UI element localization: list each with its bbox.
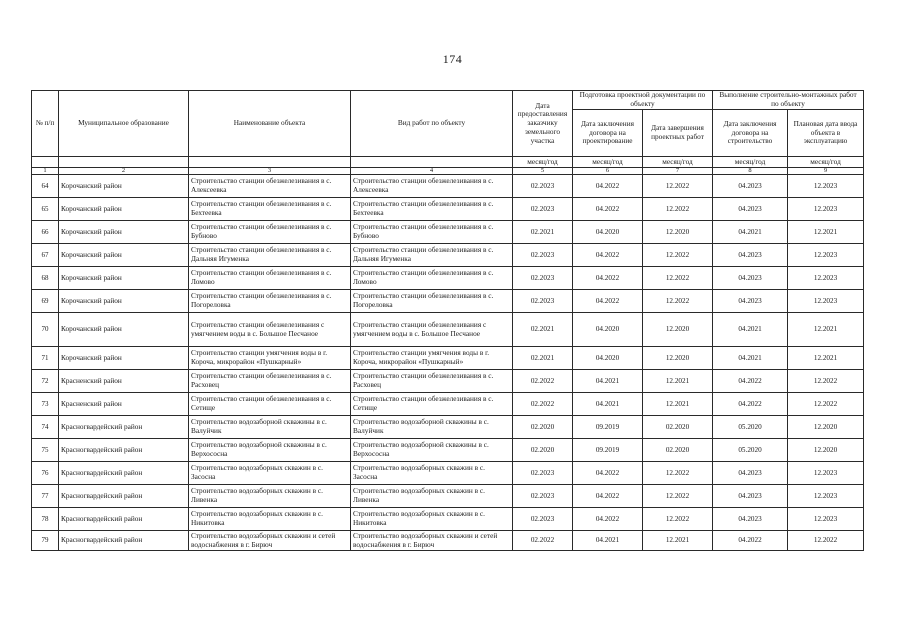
table-row [32, 198, 864, 221]
design-end-date-cell: 12.2022 [643, 198, 713, 221]
row-number: 79 [32, 531, 59, 551]
construction-contract-date-cell: 04.2021 [713, 347, 788, 370]
construction-contract-date-cell: 04.2022 [713, 393, 788, 416]
land-date-cell: 02.2023 [513, 290, 573, 313]
design-contract-date-cell: 04.2020 [573, 221, 643, 244]
construction-contract-date-cell: 04.2023 [713, 267, 788, 290]
commissioning-date-cell: 12.2023 [788, 508, 864, 531]
column-number: 5 [513, 168, 573, 175]
header-land-date: Дата предоставления заказчику земельного участка [513, 91, 573, 157]
table-row [32, 370, 864, 393]
commissioning-date-cell: 12.2023 [788, 244, 864, 267]
commissioning-date-cell: 12.2023 [788, 267, 864, 290]
design-contract-date-cell: 04.2022 [573, 244, 643, 267]
design-contract-date-cell: 04.2021 [573, 393, 643, 416]
table-row [32, 416, 864, 439]
unit-cell-empty [189, 157, 351, 168]
design-contract-date-cell: 04.2022 [573, 462, 643, 485]
column-number: 2 [59, 168, 189, 175]
column-number: 6 [573, 168, 643, 175]
design-end-date-cell: 12.2022 [643, 290, 713, 313]
row-number: 78 [32, 508, 59, 531]
design-contract-date-cell: 04.2022 [573, 508, 643, 531]
construction-contract-date-cell: 04.2023 [713, 244, 788, 267]
design-contract-date-cell: 04.2022 [573, 485, 643, 508]
column-number-row [32, 168, 864, 175]
construction-contract-date-cell: 04.2023 [713, 508, 788, 531]
table-row [32, 393, 864, 416]
commissioning-date-cell: 12.2021 [788, 313, 864, 347]
work-type-cell: Строительство станции обезжелезивания в с. Сетище [351, 393, 513, 416]
column-number: 3 [189, 168, 351, 175]
header-design-end-date: Дата завершения проектных работ [643, 110, 713, 157]
land-date-cell: 02.2021 [513, 313, 573, 347]
land-date-cell: 02.2023 [513, 198, 573, 221]
row-number: 70 [32, 313, 59, 347]
unit-label: месяц/год [643, 157, 713, 168]
row-number: 65 [32, 198, 59, 221]
page-number: 174 [442, 52, 463, 66]
header-group-construction: Выполнение строительно-монтажных работ по объекту [713, 91, 864, 110]
object-name-cell: Строительство станции обезжелезивания в с. Дальняя Игуменка [189, 244, 351, 267]
design-end-date-cell: 12.2022 [643, 175, 713, 198]
design-end-date-cell: 12.2022 [643, 485, 713, 508]
commissioning-date-cell: 12.2020 [788, 439, 864, 462]
object-name-cell: Строительство водозаборных скважин в с. Ливенка [189, 485, 351, 508]
row-number: 69 [32, 290, 59, 313]
row-number: 73 [32, 393, 59, 416]
land-date-cell: 02.2023 [513, 485, 573, 508]
unit-label: месяц/год [573, 157, 643, 168]
design-end-date-cell: 02.2020 [643, 439, 713, 462]
unit-label: месяц/год [713, 157, 788, 168]
land-date-cell: 02.2022 [513, 393, 573, 416]
object-name-cell: Строительство станции обезжелезивания в с. Погореловка [189, 290, 351, 313]
work-type-cell: Строительство станции обезжелезивания с умягчением воды в с. Большое Песчаное [351, 313, 513, 347]
column-number: 7 [643, 168, 713, 175]
commissioning-date-cell: 12.2023 [788, 290, 864, 313]
unit-label: месяц/год [513, 157, 573, 168]
land-date-cell: 02.2021 [513, 221, 573, 244]
design-end-date-cell: 12.2021 [643, 370, 713, 393]
land-date-cell: 02.2020 [513, 416, 573, 439]
municipality-cell: Корочанский район [59, 175, 189, 198]
municipality-cell: Корочанский район [59, 221, 189, 244]
header-work-type: Вид работ по объекту [351, 91, 513, 157]
table-row [32, 508, 864, 531]
municipality-cell: Красногвардейский район [59, 439, 189, 462]
work-type-cell: Строительство водозаборной скважины в с. Верхососна [351, 439, 513, 462]
object-name-cell: Строительство водозаборных скважин в с. Никитовка [189, 508, 351, 531]
work-type-cell: Строительство станции обезжелезивания в с. Бубново [351, 221, 513, 244]
municipality-cell: Корочанский район [59, 347, 189, 370]
municipality-cell: Корочанский район [59, 313, 189, 347]
municipality-cell: Корочанский район [59, 267, 189, 290]
row-number: 75 [32, 439, 59, 462]
row-number: 72 [32, 370, 59, 393]
design-contract-date-cell: 04.2020 [573, 347, 643, 370]
table-body [32, 168, 864, 551]
object-name-cell: Строительство водозаборной скважины в с. Валуйчик [189, 416, 351, 439]
column-number: 8 [713, 168, 788, 175]
table-row [32, 313, 864, 347]
design-contract-date-cell: 04.2020 [573, 313, 643, 347]
table-row [32, 347, 864, 370]
design-end-date-cell: 12.2020 [643, 347, 713, 370]
design-end-date-cell: 12.2022 [643, 244, 713, 267]
municipality-cell: Корочанский район [59, 198, 189, 221]
design-end-date-cell: 12.2022 [643, 508, 713, 531]
commissioning-date-cell: 12.2023 [788, 462, 864, 485]
design-contract-date-cell: 04.2022 [573, 175, 643, 198]
header-object-name: Наименование объекта [189, 91, 351, 157]
construction-contract-date-cell: 05.2020 [713, 439, 788, 462]
land-date-cell: 02.2023 [513, 462, 573, 485]
commissioning-date-cell: 12.2020 [788, 416, 864, 439]
column-number: 9 [788, 168, 864, 175]
design-contract-date-cell: 04.2022 [573, 198, 643, 221]
design-contract-date-cell: 04.2022 [573, 290, 643, 313]
work-type-cell: Строительство водозаборной скважины в с. Валуйчик [351, 416, 513, 439]
object-name-cell: Строительство станции обезжелезивания в с. Сетище [189, 393, 351, 416]
table-row [32, 175, 864, 198]
land-date-cell: 02.2023 [513, 267, 573, 290]
construction-contract-date-cell: 04.2021 [713, 313, 788, 347]
municipality-cell: Красногвардейский район [59, 462, 189, 485]
design-end-date-cell: 12.2022 [643, 462, 713, 485]
table-row [32, 267, 864, 290]
work-type-cell: Строительство станции обезжелезивания в с. Бехтеевка [351, 198, 513, 221]
commissioning-date-cell: 12.2022 [788, 393, 864, 416]
construction-contract-date-cell: 05.2020 [713, 416, 788, 439]
work-type-cell: Строительство станции обезжелезивания в с. Алексеевка [351, 175, 513, 198]
row-number: 76 [32, 462, 59, 485]
work-type-cell: Строительство водозаборных скважин и сетей водоснабжения в г. Бирюч [351, 531, 513, 551]
municipality-cell: Красногвардейский район [59, 508, 189, 531]
commissioning-date-cell: 12.2022 [788, 531, 864, 551]
table-row [32, 439, 864, 462]
row-number: 64 [32, 175, 59, 198]
unit-cell-empty [32, 157, 59, 168]
construction-contract-date-cell: 04.2022 [713, 531, 788, 551]
construction-contract-date-cell: 04.2023 [713, 485, 788, 508]
municipality-cell: Красненский район [59, 393, 189, 416]
construction-contract-date-cell: 04.2021 [713, 221, 788, 244]
object-name-cell: Строительство станции умягчения воды в г. Короча, микрорайон «Пушкарный» [189, 347, 351, 370]
row-number: 74 [32, 416, 59, 439]
design-end-date-cell: 12.2020 [643, 221, 713, 244]
table-row [32, 244, 864, 267]
header-num: № п/п [32, 91, 59, 157]
unit-cell-empty [351, 157, 513, 168]
land-date-cell: 02.2022 [513, 370, 573, 393]
construction-contract-date-cell: 04.2023 [713, 462, 788, 485]
construction-contract-date-cell: 04.2023 [713, 290, 788, 313]
land-date-cell: 02.2020 [513, 439, 573, 462]
work-type-cell: Строительство водозаборных скважин в с. Засосна [351, 462, 513, 485]
municipality-cell: Корочанский район [59, 244, 189, 267]
design-contract-date-cell: 04.2022 [573, 267, 643, 290]
land-date-cell: 02.2022 [513, 531, 573, 551]
object-name-cell: Строительство водозаборной скважины в с. Верхососна [189, 439, 351, 462]
row-number: 77 [32, 485, 59, 508]
work-type-cell: Строительство станции обезжелезивания в с. Дальняя Игуменка [351, 244, 513, 267]
table-row [32, 221, 864, 244]
table-row [32, 485, 864, 508]
row-number: 67 [32, 244, 59, 267]
object-name-cell: Строительство водозаборных скважин и сетей водоснабжения в г. Бирюч [189, 531, 351, 551]
commissioning-date-cell: 12.2023 [788, 485, 864, 508]
land-date-cell: 02.2021 [513, 347, 573, 370]
objects-table [31, 90, 864, 551]
land-date-cell: 02.2023 [513, 244, 573, 267]
row-number: 68 [32, 267, 59, 290]
land-date-cell: 02.2023 [513, 508, 573, 531]
table-row [32, 462, 864, 485]
row-number: 66 [32, 221, 59, 244]
construction-contract-date-cell: 04.2023 [713, 175, 788, 198]
table-row [32, 290, 864, 313]
header-design-contract-date: Дата заключения договора на проектирование [573, 110, 643, 157]
commissioning-date-cell: 12.2021 [788, 347, 864, 370]
work-type-cell: Строительство станции умягчения воды в г. Короча, микрорайон «Пушкарный» [351, 347, 513, 370]
object-name-cell: Строительство станции обезжелезивания с умягчением воды в с. Большое Песчаное [189, 313, 351, 347]
header-commissioning-date: Плановая дата ввода объекта в эксплуатацию [788, 110, 864, 157]
design-end-date-cell: 12.2021 [643, 393, 713, 416]
object-name-cell: Строительство водозаборных скважин в с. Засосна [189, 462, 351, 485]
commissioning-date-cell: 12.2023 [788, 175, 864, 198]
design-end-date-cell: 02.2020 [643, 416, 713, 439]
design-contract-date-cell: 04.2021 [573, 370, 643, 393]
work-type-cell: Строительство водозаборных скважин в с. Ливенка [351, 485, 513, 508]
municipality-cell: Корочанский район [59, 290, 189, 313]
unit-label: месяц/год [788, 157, 864, 168]
land-date-cell: 02.2023 [513, 175, 573, 198]
object-name-cell: Строительство станции обезжелезивания в с. Бубново [189, 221, 351, 244]
object-name-cell: Строительство станции обезжелезивания в с. Алексеевка [189, 175, 351, 198]
work-type-cell: Строительство станции обезжелезивания в с. Погореловка [351, 290, 513, 313]
commissioning-date-cell: 12.2022 [788, 370, 864, 393]
column-number: 1 [32, 168, 59, 175]
work-type-cell: Строительство станции обезжелезивания в с. Ломово [351, 267, 513, 290]
header-group-design: Подготовка проектной документации по объекту [573, 91, 713, 110]
object-name-cell: Строительство станции обезжелезивания в с. Расховец [189, 370, 351, 393]
design-contract-date-cell: 04.2021 [573, 531, 643, 551]
municipality-cell: Красногвардейский район [59, 531, 189, 551]
construction-contract-date-cell: 04.2023 [713, 198, 788, 221]
column-number: 4 [351, 168, 513, 175]
work-type-cell: Строительство водозаборных скважин в с. Никитовка [351, 508, 513, 531]
object-name-cell: Строительство станции обезжелезивания в с. Бехтеевка [189, 198, 351, 221]
work-type-cell: Строительство станции обезжелезивания в с. Расховец [351, 370, 513, 393]
header-construction-contract-date: Дата заключения договора на строительство [713, 110, 788, 157]
design-contract-date-cell: 09.2019 [573, 439, 643, 462]
table-row [32, 531, 864, 551]
object-name-cell: Строительство станции обезжелезивания в с. Ломово [189, 267, 351, 290]
municipality-cell: Красногвардейский район [59, 485, 189, 508]
municipality-cell: Красненский район [59, 370, 189, 393]
municipality-cell: Красногвардейский район [59, 416, 189, 439]
design-end-date-cell: 12.2022 [643, 267, 713, 290]
design-end-date-cell: 12.2020 [643, 313, 713, 347]
header-municipality: Муниципальное образование [59, 91, 189, 157]
unit-cell-empty [59, 157, 189, 168]
commissioning-date-cell: 12.2023 [788, 198, 864, 221]
design-contract-date-cell: 09.2019 [573, 416, 643, 439]
row-number: 71 [32, 347, 59, 370]
commissioning-date-cell: 12.2021 [788, 221, 864, 244]
design-end-date-cell: 12.2021 [643, 531, 713, 551]
construction-contract-date-cell: 04.2022 [713, 370, 788, 393]
